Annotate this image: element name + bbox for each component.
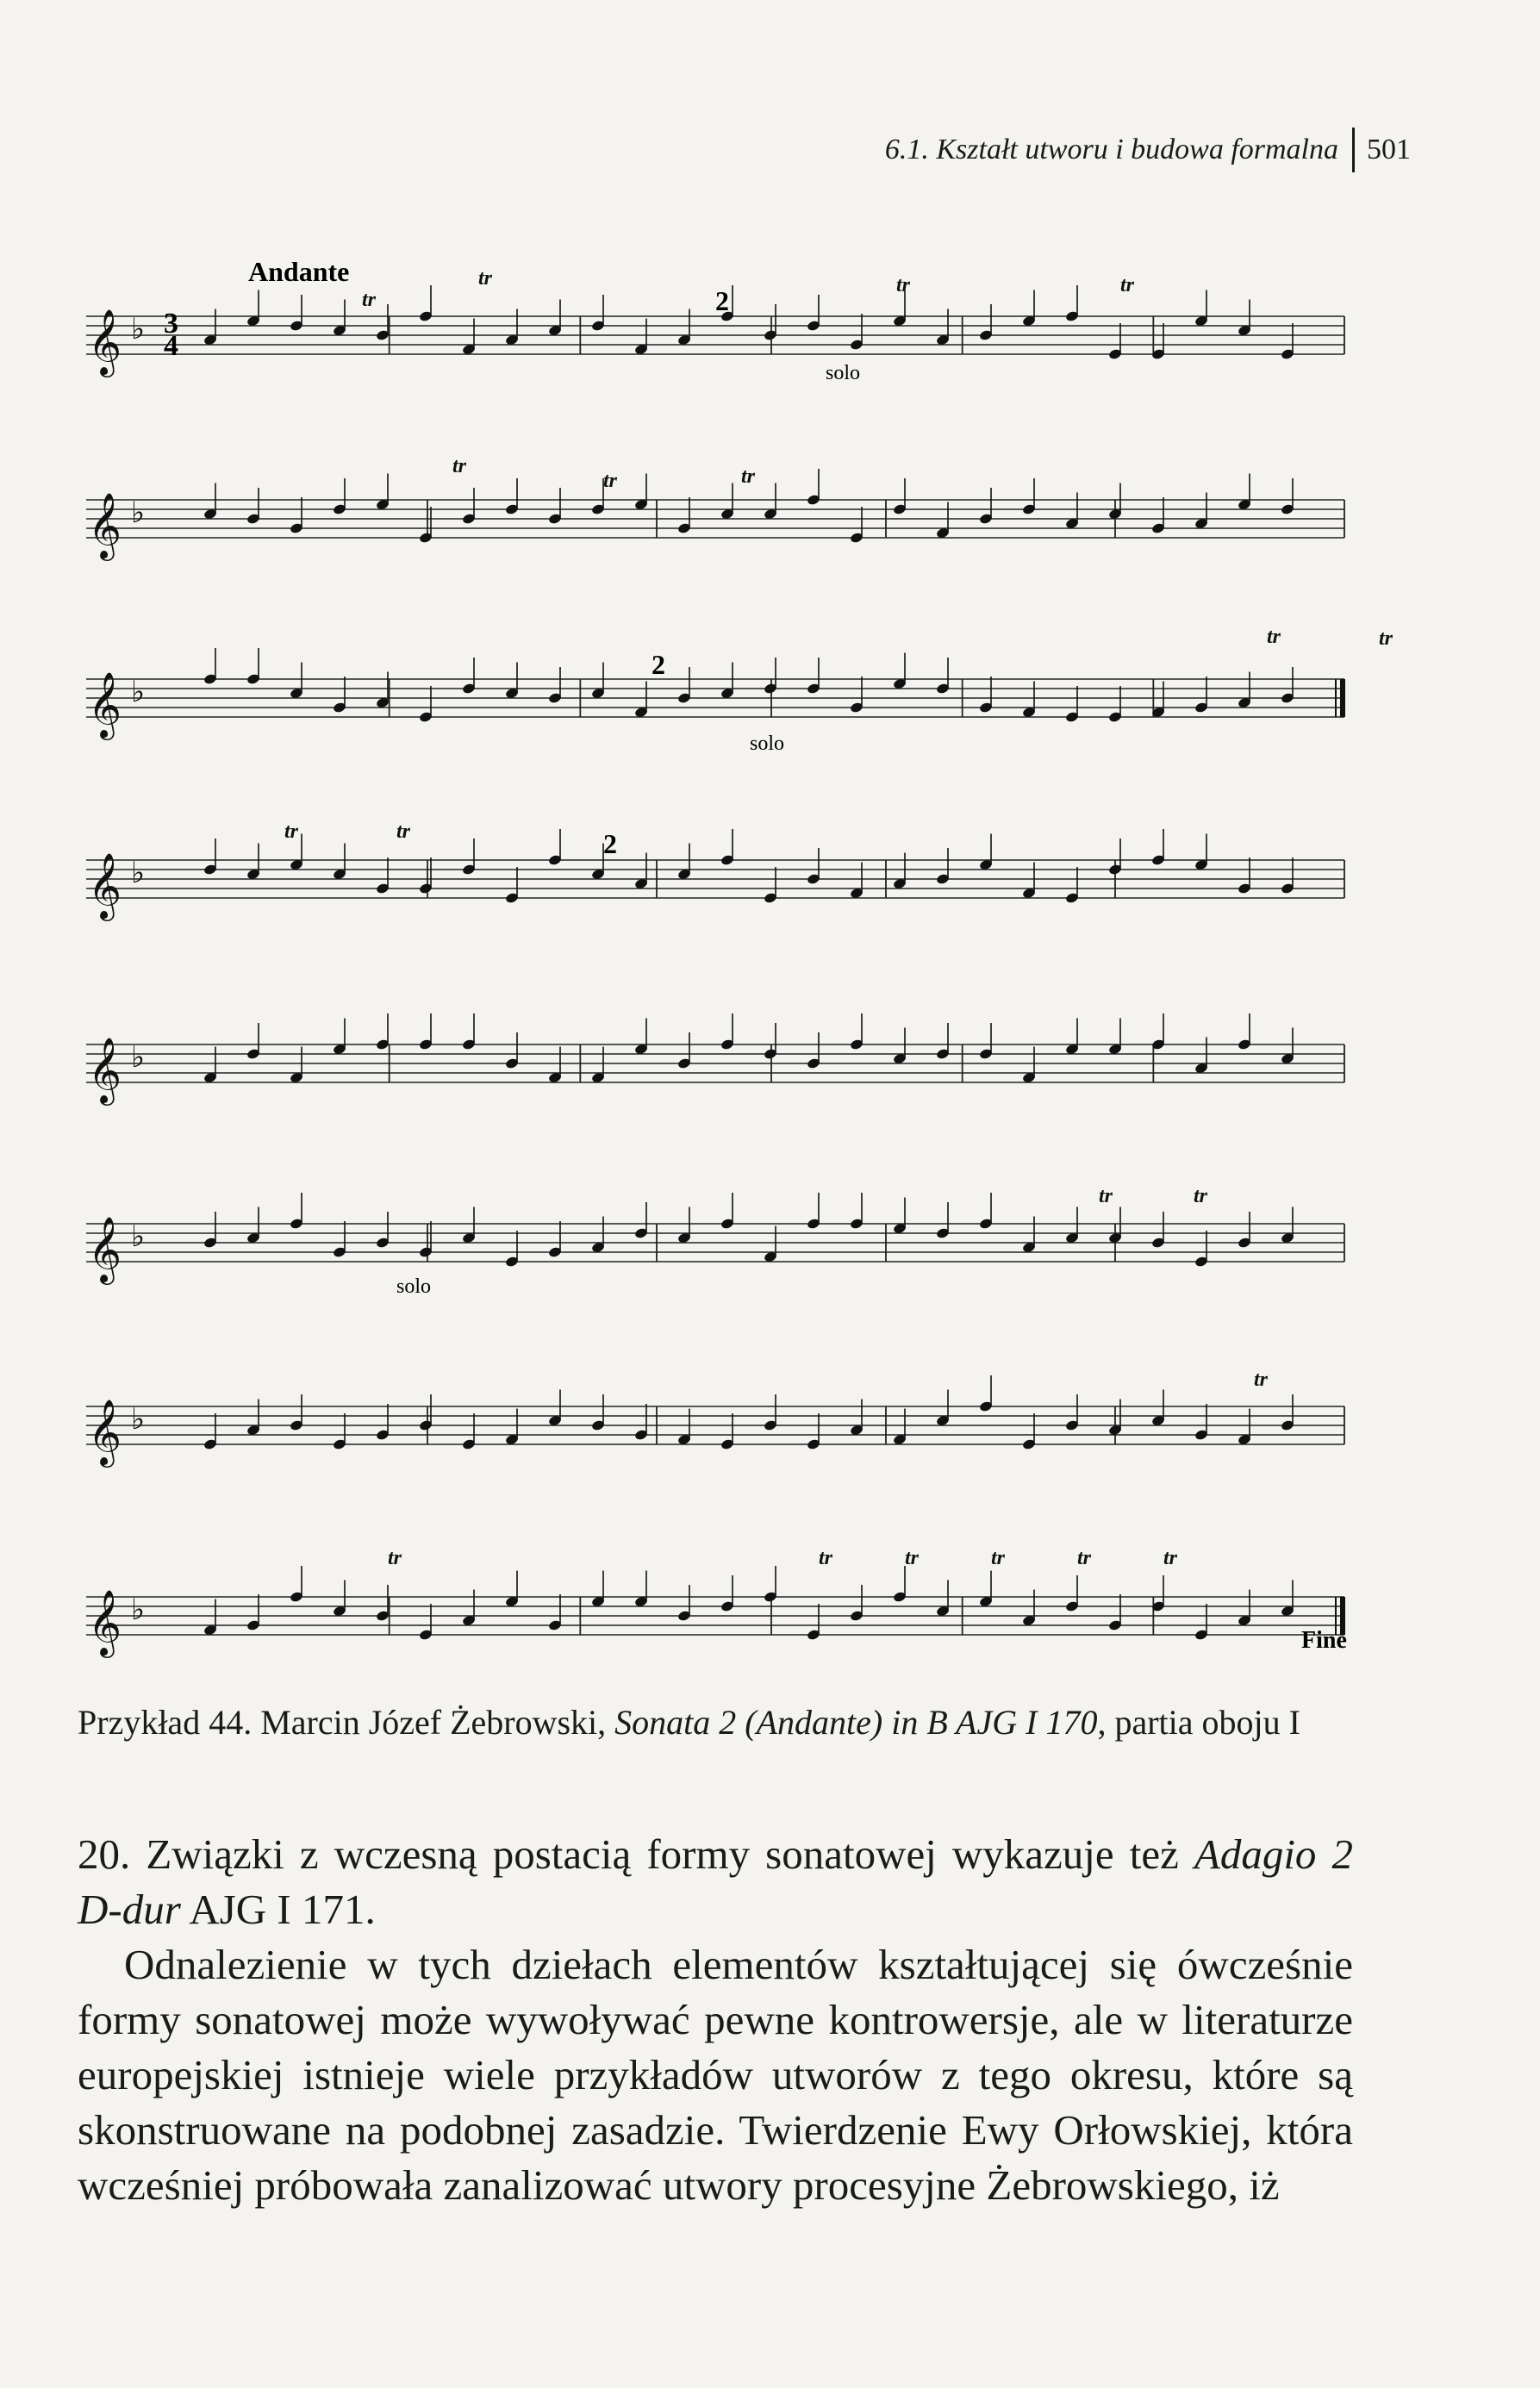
trill-mark: tr xyxy=(284,820,299,843)
flat-icon: ♭ xyxy=(131,496,146,530)
rest-count-2: 2 xyxy=(652,649,665,680)
treble-clef-icon: 𝄞 xyxy=(88,852,122,919)
notes-staff-8 xyxy=(203,1566,1295,1641)
trill-mark: tr xyxy=(1379,627,1393,650)
rest-count-1: 2 xyxy=(715,285,729,316)
trill-mark: tr xyxy=(1267,626,1281,648)
staff-group xyxy=(86,309,1344,1658)
staff-3 xyxy=(86,671,1344,740)
staff-8 xyxy=(86,1589,1344,1658)
staff-6 xyxy=(86,1216,1344,1285)
paragraph-2: Odnalezienie w tych dziełach elementów kształtującej się ówcześnie formy sonatowej może wywoływać pewne kontrowersje, ale w literaturze europejskiej istnieje wiele przykładów utworów z tego okresu, które są skonstruowane na podobnej zasadzie. Twierdzenie Ewy Orłowskiej, która wcześniej próbowała zanalizować utwory procesyjne Żebrowskiego, iż xyxy=(78,1941,1353,2209)
trill-mark: tr xyxy=(1099,1185,1113,1207)
trill-mark: tr xyxy=(819,1547,833,1569)
treble-clef-icon: 𝄞 xyxy=(88,1399,122,1465)
trill-mark: tr xyxy=(1120,274,1135,296)
flat-icon: ♭ xyxy=(131,1402,146,1437)
flat-icon: ♭ xyxy=(131,1040,146,1075)
tempo-marking: Andante xyxy=(248,256,350,287)
treble-clef-icon: 𝄞 xyxy=(88,309,122,375)
body-text xyxy=(78,1827,1353,2213)
paragraph-1: 20. Związki z wczesną postacią formy sonatowej wykazuje też Adagio 2 D-dur AJG I 171. xyxy=(78,1830,1353,1933)
trill-mark: tr xyxy=(452,455,467,477)
treble-clef-icon: 𝄞 xyxy=(88,492,122,558)
trill-mark: tr xyxy=(1077,1547,1092,1569)
notes-staff-6 xyxy=(203,1193,1295,1268)
trill-mark: tr xyxy=(905,1547,920,1569)
flat-icon: ♭ xyxy=(131,1219,146,1254)
flat-icon: ♭ xyxy=(131,1593,146,1627)
treble-clef-icon: 𝄞 xyxy=(88,1589,122,1655)
staff-7 xyxy=(86,1399,1344,1468)
solo-label-3: solo xyxy=(396,1275,432,1298)
trill-mark: tr xyxy=(396,820,411,843)
fine-label: Fine xyxy=(1301,1627,1347,1654)
trill-mark: tr xyxy=(388,1547,402,1569)
trill-mark: tr xyxy=(362,289,377,311)
treble-clef-icon: 𝄞 xyxy=(88,671,122,738)
trill-mark: tr xyxy=(478,267,493,290)
caption-title: Sonata 2 (Andante) in B AJG I 170 xyxy=(614,1703,1098,1742)
trill-mark: tr xyxy=(741,465,756,488)
rest-count-3: 2 xyxy=(603,828,617,859)
caption-suffix: , partia oboju I xyxy=(1097,1703,1300,1742)
trill-mark: tr xyxy=(1163,1547,1178,1569)
staff-1 xyxy=(86,309,1344,377)
page-number: 501 xyxy=(1367,134,1411,165)
flat-icon: ♭ xyxy=(131,856,146,890)
solo-label-2: solo xyxy=(750,733,785,755)
trill-mark: tr xyxy=(991,1547,1006,1569)
treble-clef-icon: 𝄞 xyxy=(88,1037,122,1103)
solo-label-1: solo xyxy=(826,362,861,384)
time-signature-top: 3 xyxy=(164,308,178,340)
flat-icon: ♭ xyxy=(131,675,146,709)
example-caption xyxy=(78,1702,1353,1743)
trill-mark: tr xyxy=(1254,1369,1269,1391)
trill-mark: tr xyxy=(896,274,911,296)
trill-mark: tr xyxy=(1194,1185,1208,1207)
treble-clef-icon: 𝄞 xyxy=(88,1216,122,1282)
notes-staff-7 xyxy=(203,1375,1295,1450)
running-title: 6.1. Kształt utworu i budowa formalna xyxy=(884,134,1338,165)
time-signature-bottom: 4 xyxy=(164,330,178,362)
notes-staff-3 xyxy=(203,648,1295,723)
flat-icon: ♭ xyxy=(131,312,146,346)
notes-staff-4 xyxy=(203,829,1295,904)
trill-mark: tr xyxy=(603,470,618,492)
caption-prefix: Przykład 44. Marcin Józef Żebrowski, xyxy=(78,1703,615,1742)
